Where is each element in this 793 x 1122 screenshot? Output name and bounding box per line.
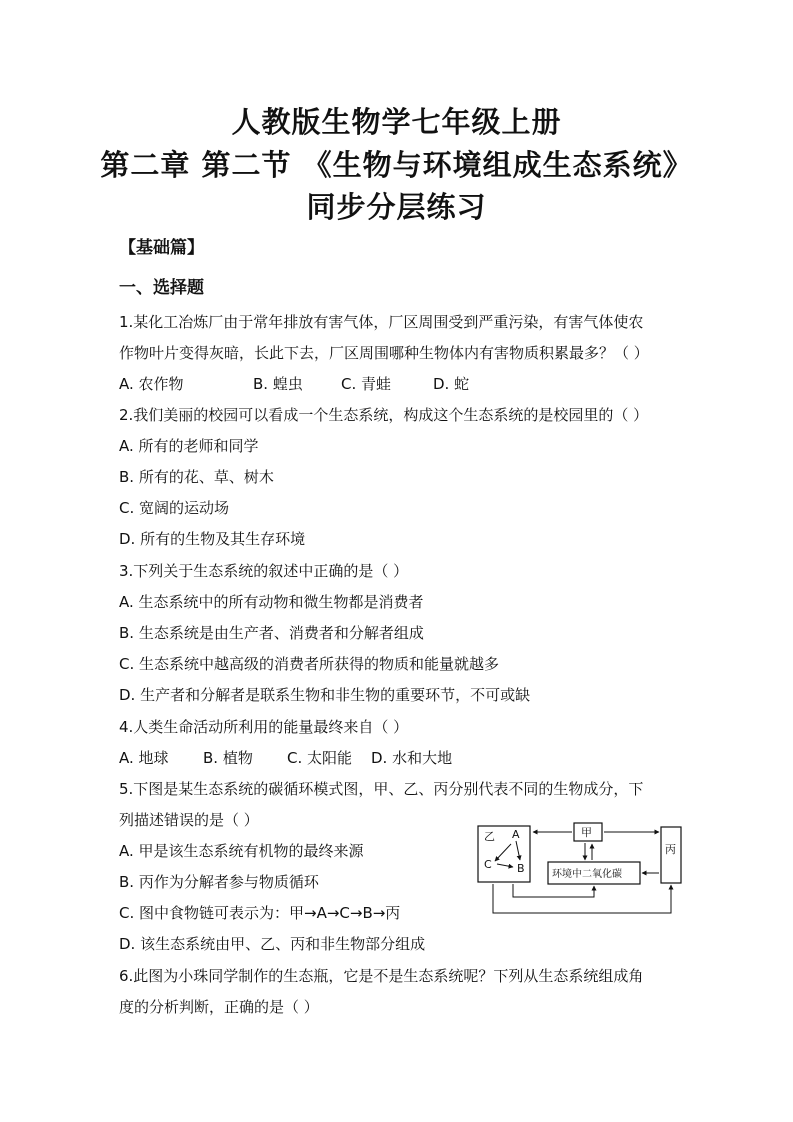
q4-option-b: B. 植物 [203, 749, 253, 767]
q2-option-b: B. 所有的花、草、树木 [119, 468, 274, 486]
node-co2-label: 环境中二氧化碳 [552, 869, 622, 880]
q5-stem-line-1: 5.下图是某生态系统的碳循环模式图，甲、乙、丙分别代表不同的生物成分，下 [119, 780, 644, 798]
q4-option-a: A. 地球 [119, 749, 169, 767]
q2-stem: 2.我们美丽的校园可以看成一个生态系统，构成这个生态系统的是校园里的（ ） [119, 406, 649, 424]
section-basic: 【基础篇】 [119, 238, 204, 258]
node-c-label: C [484, 858, 492, 871]
title-line-2: 第二章 第二节 《生物与环境组成生态系统》 [100, 148, 693, 182]
node-yi-label: 乙 [484, 830, 495, 843]
q1-options [119, 373, 469, 394]
q4-option-d: D. 水和大地 [371, 749, 453, 767]
q1-option-b: B. 蝗虫 [253, 375, 303, 393]
q5-option-a: A. 甲是该生态系统有机物的最终来源 [119, 842, 364, 860]
q3-option-d: D. 生产者和分解者是联系生物和非生物的重要环节，不可或缺 [119, 686, 531, 704]
arrow-yi-to-bing [493, 884, 671, 913]
node-b-label: B [517, 862, 525, 875]
q1-stem-line-2: 作物叶片变得灰暗，长此下去，厂区周围哪种生物体内有害物质积累最多？（ ） [119, 344, 649, 362]
title-line-1: 人教版生物学七年级上册 [231, 105, 562, 139]
node-jia-label: 甲 [581, 826, 592, 839]
q2-option-d: D. 所有的生物及其生存环境 [119, 530, 306, 548]
q6-stem-line-2: 度的分析判断，正确的是（ ） [119, 998, 319, 1016]
q1-option-d: D. 蛇 [433, 375, 470, 393]
q5-option-d: D. 该生态系统由甲、乙、丙和非生物部分组成 [119, 935, 426, 953]
q4-stem: 4.人类生命活动所利用的能量最终来自（ ） [119, 718, 409, 736]
q1-option-c: C. 青蛙 [341, 375, 392, 393]
q4-option-c: C. 太阳能 [287, 749, 353, 767]
arrow-yi-to-co2 [513, 884, 594, 897]
q3-option-a: A. 生态系统中的所有动物和微生物都是消费者 [119, 593, 424, 611]
arrow-a-to-b [495, 844, 511, 861]
q5-option-c: C. 图中食物链可表示为：甲→A→C→B→丙 [119, 904, 401, 922]
q3-option-b: B. 生态系统是由生产者、消费者和分解者组成 [119, 624, 424, 642]
q5-option-b: B. 丙作为分解者参与物质循环 [119, 873, 319, 891]
title-line-3: 同步分层练习 [306, 190, 487, 224]
node-bing-label: 丙 [665, 843, 676, 856]
q4-options [119, 747, 452, 768]
q2-option-c: C. 宽阔的运动场 [119, 499, 230, 517]
node-a-label: A [512, 828, 520, 841]
arrow-a-to-c [516, 841, 520, 860]
q3-stem: 3.下列关于生态系统的叙述中正确的是（ ） [119, 562, 409, 580]
q5-stem-line-2: 列描述错误的是（ ） [119, 811, 259, 829]
q1-option-a: A. 农作物 [119, 375, 184, 393]
q1-stem-line-1: 1.某化工冶炼厂由于常年排放有害气体，厂区周围受到严重污染，有害气体使农 [119, 313, 644, 331]
carbon-cycle-diagram [475, 817, 685, 919]
arrow-c-to-b [497, 864, 513, 867]
section-choice: 一、选择题 [119, 278, 204, 298]
q6-stem-line-1: 6.此图为小珠同学制作的生态瓶，它是不是生态系统呢？下列从生态系统组成角 [119, 967, 644, 985]
q3-option-c: C. 生态系统中越高级的消费者所获得的物质和能量就越多 [119, 655, 500, 673]
q2-option-a: A. 所有的老师和同学 [119, 437, 259, 455]
